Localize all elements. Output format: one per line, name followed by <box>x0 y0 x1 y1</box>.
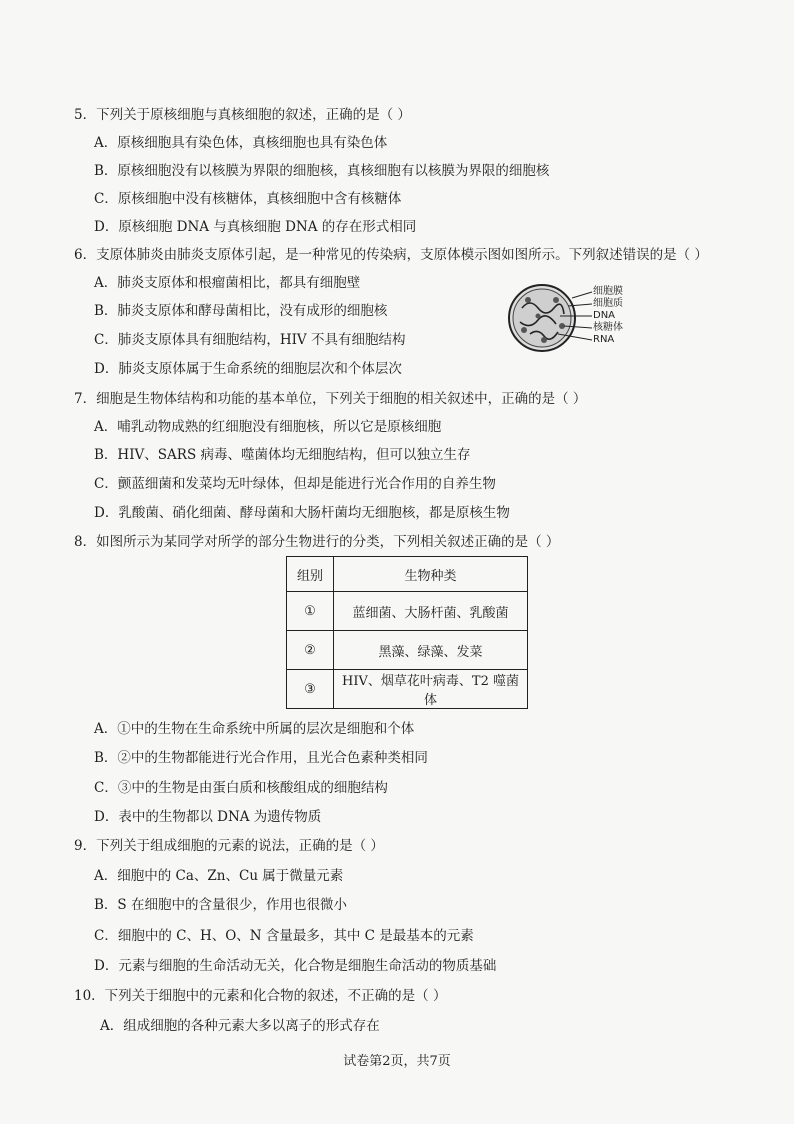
diagram-label-rna: RNA <box>593 334 615 345</box>
mycoplasma-diagram <box>500 278 690 358</box>
question-5-option-c: C．原核细胞中没有核糖体，真核细胞中含有核糖体 <box>94 191 402 207</box>
question-5-option-b: B．原核细胞没有以核膜为界限的细胞核，真核细胞有以核膜为界限的细胞核 <box>94 163 550 179</box>
question-9-stem: 9．下列关于组成细胞的元素的说法，正确的是（ ） <box>74 838 384 854</box>
table-header-row <box>287 557 528 592</box>
question-5-option-a: A．原核细胞具有染色体，真核细胞也具有染色体 <box>94 135 388 151</box>
question-9-option-c: C．细胞中的 C、H、O、N 含量最多，其中 C 是最基本的元素 <box>94 928 474 944</box>
question-6-stem: 6．支原体肺炎由肺炎支原体引起，是一种常见的传染病，支原体模示图如图所示。下列叙述错误的是（ ） <box>74 247 708 263</box>
question-6-option-b: B．肺炎支原体和酵母菌相比，没有成形的细胞核 <box>94 303 388 319</box>
diagram-label-ribosome: 核糖体 <box>593 322 623 333</box>
question-7-stem: 7．细胞是生物体结构和功能的基本单位，下列关于细胞的相关叙述中，正确的是（ ） <box>74 391 587 407</box>
mycoplasma-cell-illustration <box>500 278 600 358</box>
table-header-species: 生物种类 <box>334 557 528 592</box>
question-9-option-d: D．元素与细胞的生命活动无关，化合物是细胞生命活动的物质基础 <box>94 958 497 974</box>
question-6-option-d: D．肺炎支原体属于生命系统的细胞层次和个体层次 <box>94 361 402 377</box>
table-cell-group: ① <box>287 592 334 631</box>
question-5-option-d: D．原核细胞 DNA 与真核细胞 DNA 的存在形式相同 <box>94 219 417 235</box>
table-cell-species: HIV、烟草花叶病毒、T2 噬菌体 <box>334 670 528 709</box>
table-row <box>287 631 528 670</box>
question-10-option-a: A．组成细胞的各种元素大多以离子的形式存在 <box>100 1018 380 1034</box>
table-cell-group: ③ <box>287 670 334 709</box>
table-row <box>287 670 528 709</box>
table-row <box>287 592 528 631</box>
question-8-option-c: C．③中的生物是由蛋白质和核酸组成的细胞结构 <box>94 780 388 796</box>
question-7-option-a: A．哺乳动物成熟的红细胞没有细胞核，所以它是原核细胞 <box>94 419 442 435</box>
question-9-option-a: A．细胞中的 Ca、Zn、Cu 属于微量元素 <box>94 868 344 884</box>
question-8-option-a: A．①中的生物在生命系统中所属的层次是细胞和个体 <box>94 721 415 737</box>
diagram-label-cytoplasm: 细胞质 <box>593 298 623 309</box>
question-7-option-b: B．HIV、SARS 病毒、噬菌体均无细胞结构，但可以独立生存 <box>94 447 471 463</box>
table-cell-species: 黑藻、绿藻、发菜 <box>334 631 528 670</box>
question-5-stem: 5．下列关于原核细胞与真核细胞的叙述，正确的是（ ） <box>74 107 411 123</box>
table-header-group: 组别 <box>287 557 334 592</box>
page-footer: 试卷第2页，共7页 <box>343 1054 451 1069</box>
diagram-label-dna: DNA <box>593 310 616 321</box>
question-8-stem: 8．如图所示为某同学对所学的部分生物进行的分类，下列相关叙述正确的是（ ） <box>74 534 560 550</box>
question-7-option-d: D．乳酸菌、硝化细菌、酵母菌和大肠杆菌均无细胞核，都是原核生物 <box>94 505 510 521</box>
table-cell-species: 蓝细菌、大肠杆菌、乳酸菌 <box>334 592 528 631</box>
question-8-option-b: B．②中的生物都能进行光合作用，且光合色素种类相同 <box>94 750 428 766</box>
question-6-option-a: A．肺炎支原体和根瘤菌相比，都具有细胞壁 <box>94 275 361 291</box>
question-7-option-c: C．颤蓝细菌和发菜均无叶绿体，但却是能进行光合作用的自养生物 <box>94 476 496 492</box>
question-9-option-b: B．S 在细胞中的含量很少，作用也很微小 <box>94 897 347 913</box>
organism-classification-table <box>286 556 528 709</box>
question-10-stem: 10．下列关于细胞中的元素和化合物的叙述，不正确的是（ ） <box>74 988 447 1004</box>
question-6-option-c: C．肺炎支原体具有细胞结构，HIV 不具有细胞结构 <box>94 332 406 348</box>
question-8-option-d: D．表中的生物都以 DNA 为遗传物质 <box>94 809 322 825</box>
table-cell-group: ② <box>287 631 334 670</box>
diagram-label-cell-membrane: 细胞膜 <box>593 286 623 297</box>
